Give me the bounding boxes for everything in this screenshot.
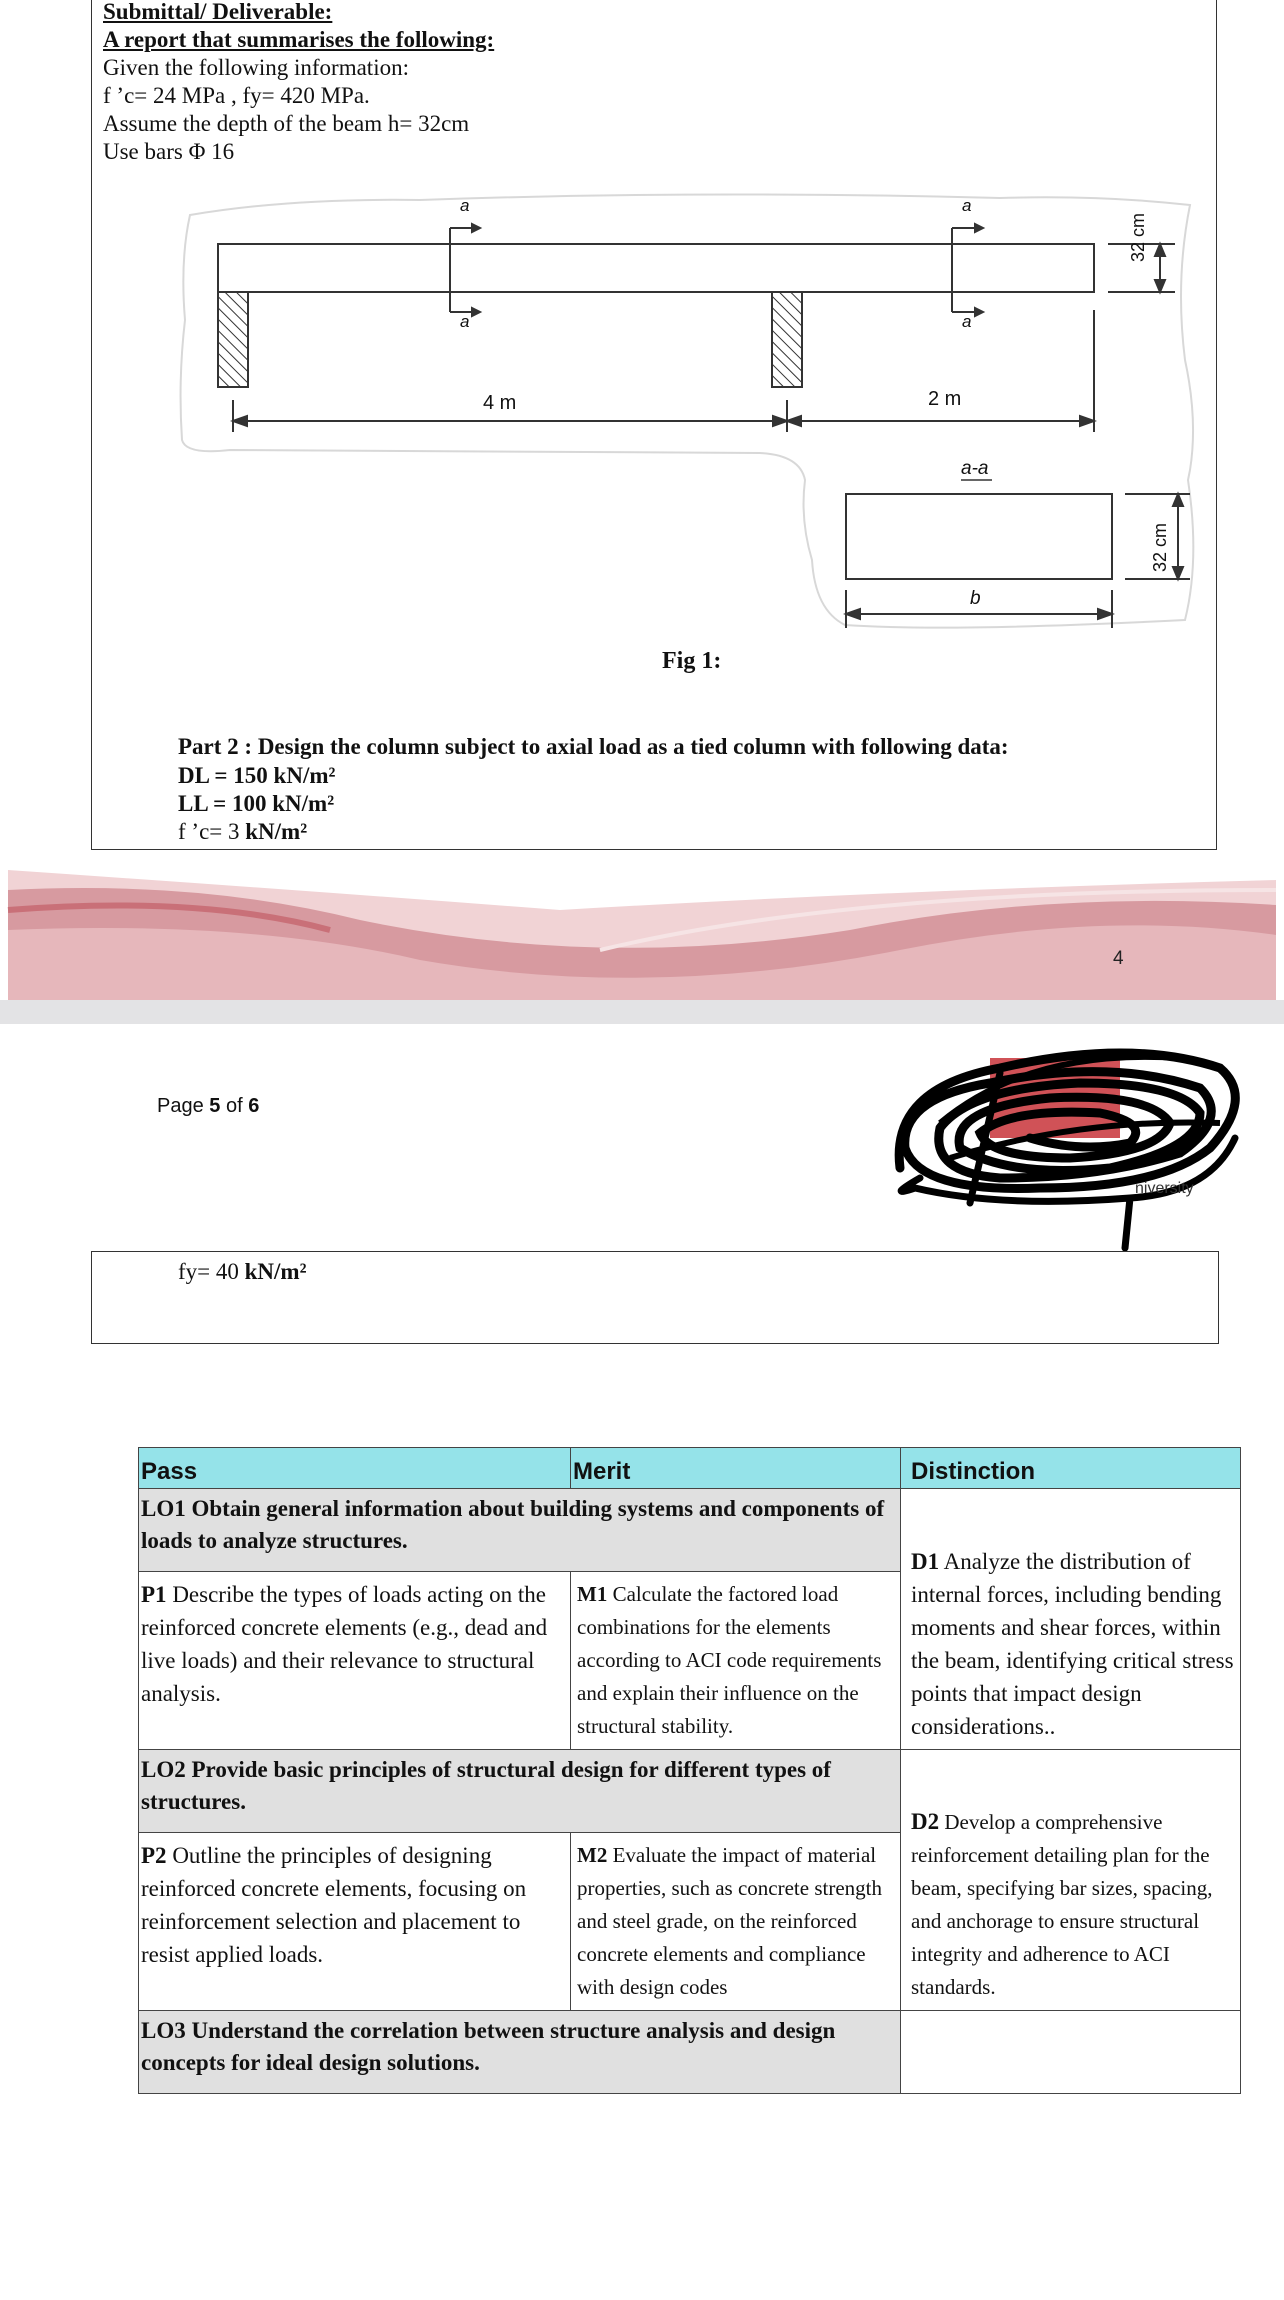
d2-code: D2 (911, 1809, 940, 1834)
p2-text: Outline the principles of designing reinforced concrete elements, focusing on reinforcement selection and placement to resist applied loads. (141, 1843, 527, 1967)
section-mark-left-bottom: a (460, 312, 470, 331)
p1-cell (139, 1572, 571, 1750)
fc-line (178, 818, 307, 846)
section-width-label: b (970, 588, 981, 609)
scribbled-logo (880, 1028, 1252, 1254)
page-label-prefix: Page (157, 1095, 210, 1117)
m1-text: Calculate the factored load combinations for the elements according to ACI code requirements and explain their influence on the structural stability. (577, 1582, 882, 1738)
span-left-label: 4 m (483, 392, 517, 414)
header-distinction-label: Distinction (911, 1458, 1035, 1485)
fy-prefix: fy= 40 (178, 1259, 239, 1284)
lo2-row (139, 1750, 1241, 1833)
header-pass: Pass (139, 1448, 571, 1489)
p1-code: P1 (141, 1582, 167, 1607)
bars-line: Use bars Φ 16 (103, 139, 235, 164)
middle-support (772, 292, 802, 387)
heading: Submittal/ Deliverable: (103, 0, 333, 24)
fy-unit: kN/m² (238, 1259, 307, 1284)
left-support (218, 292, 248, 387)
m1-code: M1 (577, 1582, 608, 1606)
header-merit: Merit (571, 1448, 901, 1489)
span-right-label: 2 m (928, 388, 962, 410)
materials-line: f ’c= 24 MPa , fy= 420 MPa. (103, 83, 370, 108)
depth-line: Assume the depth of the beam h= 32cm (103, 111, 470, 136)
d1-text: Analyze the distribution of internal forces, including bending moments and shear forces, within the beam, identifying critical stress points that impact design considerations.. (911, 1549, 1234, 1739)
fc-unit: kN/m² (239, 819, 308, 844)
beam (218, 244, 1094, 292)
lo1: LO1 Obtain general information about building systems and components of loads to analyze structures. (139, 1489, 901, 1572)
d1-cell (901, 1489, 1241, 1750)
live-load: LL = 100 kN/m² (178, 791, 335, 816)
section-mark-left-top: a (460, 196, 470, 215)
page-gap (0, 1000, 1284, 1024)
page-total: 6 (248, 1095, 260, 1117)
fc-prefix: f ’c= 3 (178, 819, 240, 844)
lo2: LO2 Provide basic principles of structural design for different types of structures. (139, 1750, 901, 1833)
section-depth-label: 32 cm (1150, 522, 1170, 572)
page-number: 4 (1113, 948, 1124, 969)
m2-code: M2 (577, 1843, 608, 1867)
lo3-empty-cell (901, 2011, 1241, 2094)
p1-text: Describe the types of loads acting on the reinforced concrete elements (e.g., dead and live loads) and their relevance to structural analysis. (141, 1582, 548, 1706)
lo3-row (139, 2011, 1241, 2094)
page-label (157, 1095, 259, 1118)
beam-figure (0, 0, 1284, 680)
footer-wave (0, 850, 1284, 1016)
d2-text: Develop a comprehensive reinforcement detailing plan for the beam, specifying bar sizes, spacing, and anchorage to ensure structural integrity and adherence to ACI standards. (911, 1810, 1213, 1999)
rubric-header-row (139, 1448, 1241, 1489)
section-mark-right-bottom: a (962, 312, 972, 331)
part2-title: Part 2 : Design the column subject to axial load as a tied column with following data: (178, 734, 1009, 759)
m2-cell (571, 1833, 901, 2011)
page-current: 5 (209, 1095, 221, 1117)
d2-cell (901, 1750, 1241, 2011)
section-cut-left (450, 224, 480, 316)
logo-university-text: niversity (1135, 1180, 1194, 1197)
lo3: LO3 Understand the correlation between structure analysis and design concepts for ideal design solutions. (139, 2011, 901, 2094)
section-mark-right-top: a (962, 196, 972, 215)
subheading: A report that summarises the following: (103, 27, 495, 52)
dead-load: DL = 150 kN/m² (178, 763, 336, 788)
assessment-rubric-table (138, 1447, 1241, 2094)
p2-code: P2 (141, 1843, 167, 1868)
section-title: a-a (961, 458, 989, 479)
header-distinction (901, 1448, 1241, 1489)
lo1-row (139, 1489, 1241, 1572)
page-label-mid: of (220, 1095, 249, 1117)
p2-cell (139, 1833, 571, 2011)
figure-caption: Fig 1: (662, 648, 722, 674)
beam-depth-label: 32 cm (1128, 212, 1148, 262)
d1-code: D1 (911, 1549, 940, 1574)
m2-text: Evaluate the impact of material properties, such as concrete strength and steel grade, on the reinforced concrete elements and compliance with design codes (577, 1843, 882, 1999)
cross-section (846, 494, 1112, 579)
fy-line (178, 1257, 307, 1287)
given-intro: Given the following information: (103, 55, 409, 80)
section-cut-right (952, 224, 983, 316)
m1-cell (571, 1572, 901, 1750)
